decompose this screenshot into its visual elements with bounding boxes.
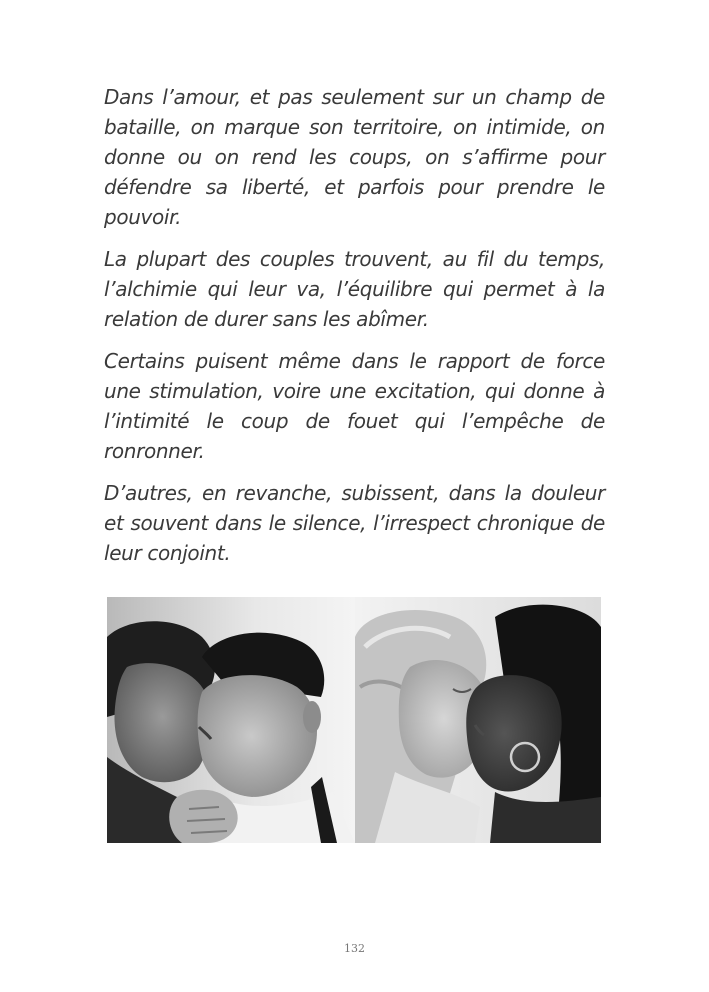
paragraph-3: Certains puisent même dans le rapport de force une stimulation, voire une excitation, qui donne à l’intimité le coup de fouet qui l’empêche de ronronner. bbox=[104, 349, 605, 463]
page-number: 132 bbox=[344, 942, 365, 955]
body-text bbox=[104, 82, 605, 580]
paragraph-2: La plupart des couples trouvent, au fil du temps, l’alchimie qui leur va, l’équilibre qui permet à la relation de durer sans les abîmer. bbox=[104, 247, 605, 331]
paragraph-4: D’autres, en revanche, subissent, dans la douleur et souvent dans le silence, l’irrespect chronique de leur conjoint. bbox=[104, 481, 605, 565]
kissing-couples-photo bbox=[107, 597, 601, 843]
photo-left-panel bbox=[107, 597, 355, 843]
paragraph-1: Dans l’amour, et pas seulement sur un champ de bataille, on marque son territoire, on intimide, on donne ou on rend les coups, on s’affirme pour défendre sa liberté, et parfois pour prendre le pouvoir. bbox=[104, 85, 605, 229]
photo-right-panel bbox=[355, 597, 601, 843]
